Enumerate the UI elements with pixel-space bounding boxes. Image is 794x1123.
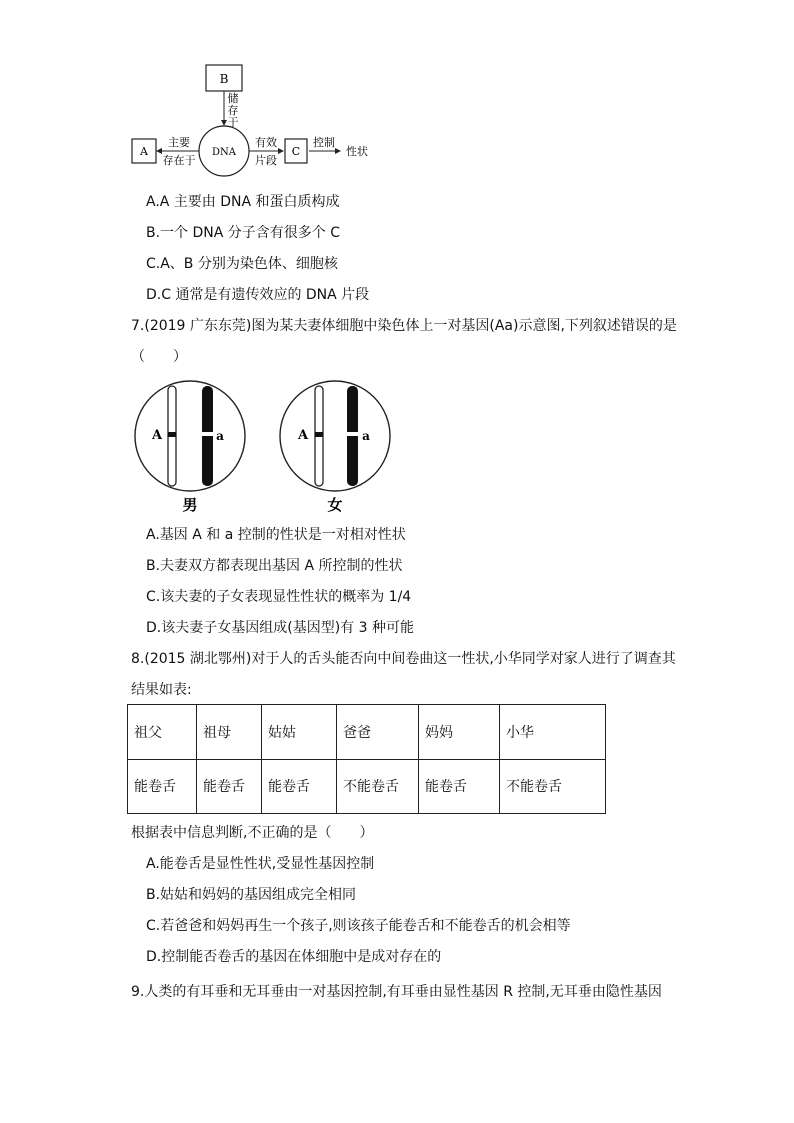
box-c-label: C <box>291 145 301 158</box>
female-cell <box>280 381 390 491</box>
table-row <box>128 705 606 760</box>
box-a-label: A <box>140 145 148 158</box>
q8-question: 根据表中信息判断,不正确的是（ ） <box>131 825 374 841</box>
table-cell: 能卷舌 <box>128 759 197 814</box>
q6-option-c: C.A、B 分别为染色体、细胞核 <box>146 256 338 272</box>
q6-option-b: B.一个 DNA 分子含有很多个 C <box>146 225 341 241</box>
q7-stem-bracket: （ ） <box>131 349 187 365</box>
q8-option-d: D.控制能否卷舌的基因在体细胞中是成对存在的 <box>146 949 442 965</box>
table-cell: 不能卷舌 <box>500 759 606 814</box>
arrow-b-label-3: 于 <box>227 116 239 129</box>
chromosome-diagram <box>130 370 420 520</box>
q6-option-d: D.C 通常是有遗传效应的 DNA 片段 <box>146 287 370 303</box>
table-header-cell: 祖父 <box>128 705 197 760</box>
q7-option-a: A.基因 A 和 a 控制的性状是一对相对性状 <box>146 527 406 543</box>
arrow-a-label-2: 存在于 <box>162 154 196 167</box>
q7-option-d: D.该夫妻子女基因组成(基因型)有 3 种可能 <box>146 620 414 636</box>
table-cell: 能卷舌 <box>262 759 337 814</box>
table-row <box>128 759 606 814</box>
q8-stem: 8.(2015 湖北鄂州)对于人的舌头能否向中间卷曲这一性状,小华同学对家人进行了调查其 <box>131 651 676 667</box>
arrow-c-label-2: 片段 <box>255 154 277 167</box>
table-cell: 不能卷舌 <box>337 759 419 814</box>
q8-option-a: A.能卷舌是显性性状,受显性基因控制 <box>146 856 375 872</box>
arrow-a-label-1: 主要 <box>168 136 190 149</box>
q8-option-c: C.若爸爸和妈妈再生一个孩子,则该孩子能卷舌和不能卷舌的机会相等 <box>146 918 571 934</box>
arrow-b-label-1: 储 <box>227 92 239 105</box>
q7-stem: 7.(2019 广东东莞)图为某夫妻体细胞中染色体上一对基因(Aa)示意图,下列叙述错误的是 <box>131 318 677 334</box>
q9-stem: 9.人类的有耳垂和无耳垂由一对基因控制,有耳垂由显性基因 R 控制,无耳垂由隐性基因 <box>131 984 662 1000</box>
arrow-c-label-1: 有效 <box>255 136 277 149</box>
q8-stem-cont: 结果如表: <box>131 682 192 698</box>
table-cell: 能卷舌 <box>419 759 500 814</box>
box-b-label: B <box>219 72 229 86</box>
table-cell: 能卷舌 <box>197 759 262 814</box>
q8-option-b: B.姑姑和妈妈的基因组成完全相同 <box>146 887 357 903</box>
female-label: 女 <box>327 496 343 514</box>
female-gene-a-lower: a <box>362 429 370 443</box>
table-header-cell: 爸爸 <box>337 705 419 760</box>
male-gene-a-lower: a <box>216 429 224 443</box>
table-header-cell: 小华 <box>500 705 606 760</box>
arrow-b-label-2: 存 <box>227 104 239 117</box>
q6-option-a: A.A 主要由 DNA 和蛋白质构成 <box>146 194 340 210</box>
male-label: 男 <box>182 496 198 514</box>
dna-label: DNA <box>212 147 236 158</box>
table-header-cell: 姑姑 <box>262 705 337 760</box>
arrow-trait-label: 控制 <box>313 136 335 149</box>
female-gene-a-upper: A <box>297 428 309 443</box>
survey-table <box>127 704 606 814</box>
male-gene-a-upper: A <box>151 428 163 443</box>
dna-relationship-diagram <box>125 60 385 180</box>
table-header-cell: 祖母 <box>197 705 262 760</box>
table-header-cell: 妈妈 <box>419 705 500 760</box>
trait-label: 性状 <box>346 145 368 158</box>
q7-option-b: B.夫妻双方都表现出基因 A 所控制的性状 <box>146 558 403 574</box>
q7-option-c: C.该夫妻的子女表现显性性状的概率为 1/4 <box>146 589 412 605</box>
